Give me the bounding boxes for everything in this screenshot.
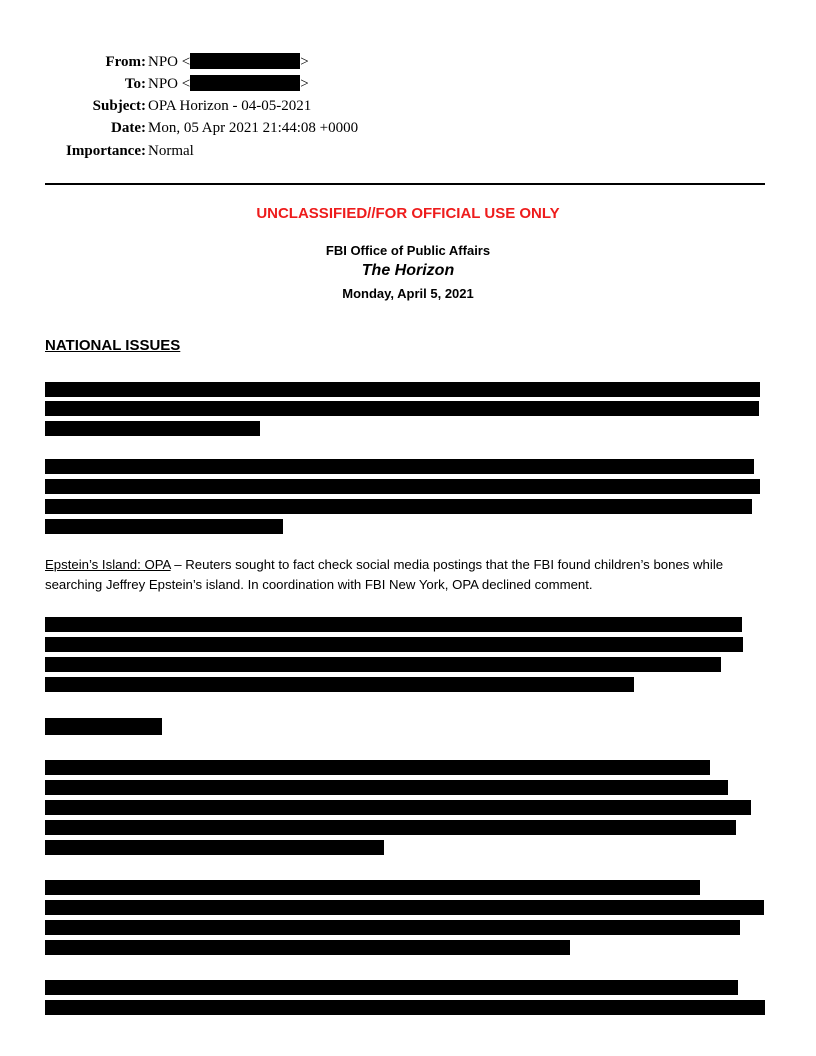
- importance-label: Importance:: [66, 143, 146, 159]
- redaction-block: [45, 880, 700, 895]
- from-value: NPO < >: [148, 54, 309, 70]
- redaction-block: [45, 401, 759, 416]
- importance-value: Normal: [148, 143, 194, 159]
- redaction-block: [45, 900, 764, 915]
- redaction-block: [45, 820, 736, 835]
- redaction-block: [45, 637, 743, 652]
- redaction-block: [45, 780, 728, 795]
- redaction-block: [45, 677, 634, 692]
- date-value: Mon, 05 Apr 2021 21:44:08 +0000: [148, 120, 359, 136]
- redaction-block: [45, 499, 752, 514]
- story-body: – Reuters sought to fact check social media postings that the FBI found children’s bones while searching Jeffrey Epstein’s island. In coordination with FBI New York, OPA declined comment.: [45, 557, 724, 592]
- office-name: FBI Office of Public Affairs: [325, 243, 491, 258]
- redaction-block: [45, 519, 283, 534]
- date-row: [0, 117, 816, 139]
- to-label: To:: [124, 76, 146, 92]
- header-divider: [45, 183, 765, 185]
- redaction-block: [45, 657, 721, 672]
- from-row: [0, 51, 816, 73]
- story-paragraph: [45, 555, 765, 595]
- redaction-block: [45, 459, 754, 474]
- date-label: Date:: [111, 120, 146, 136]
- redaction-block: [45, 718, 162, 735]
- redaction-block: [45, 920, 740, 935]
- redaction-block: [45, 980, 738, 995]
- redaction-block: [45, 479, 760, 494]
- story-topic-link[interactable]: Epstein’s Island: OPA: [45, 557, 171, 572]
- redaction-block: [190, 53, 300, 69]
- subject-label: Subject:: [92, 98, 146, 114]
- subject-value: OPA Horizon - 04-05-2021: [148, 98, 312, 114]
- redaction-block: [45, 940, 570, 955]
- redaction-block: [45, 617, 742, 632]
- redaction-block: [45, 382, 760, 397]
- section-title: NATIONAL ISSUES: [45, 337, 181, 354]
- redaction-block: [190, 75, 300, 91]
- publication-date: Monday, April 5, 2021: [342, 286, 474, 301]
- subject-row: [0, 95, 816, 117]
- redaction-block: [45, 421, 260, 436]
- redaction-block: [45, 800, 751, 815]
- redaction-block: [45, 840, 384, 855]
- classification-banner: UNCLASSIFIED//FOR OFFICIAL USE ONLY: [256, 205, 560, 222]
- redaction-block: [45, 1000, 765, 1015]
- publication-title: The Horizon: [361, 262, 455, 279]
- to-value: NPO < >: [148, 76, 309, 92]
- from-label: From:: [105, 54, 146, 70]
- redaction-block: [45, 760, 710, 775]
- to-row: [0, 73, 816, 95]
- importance-row: [0, 140, 816, 162]
